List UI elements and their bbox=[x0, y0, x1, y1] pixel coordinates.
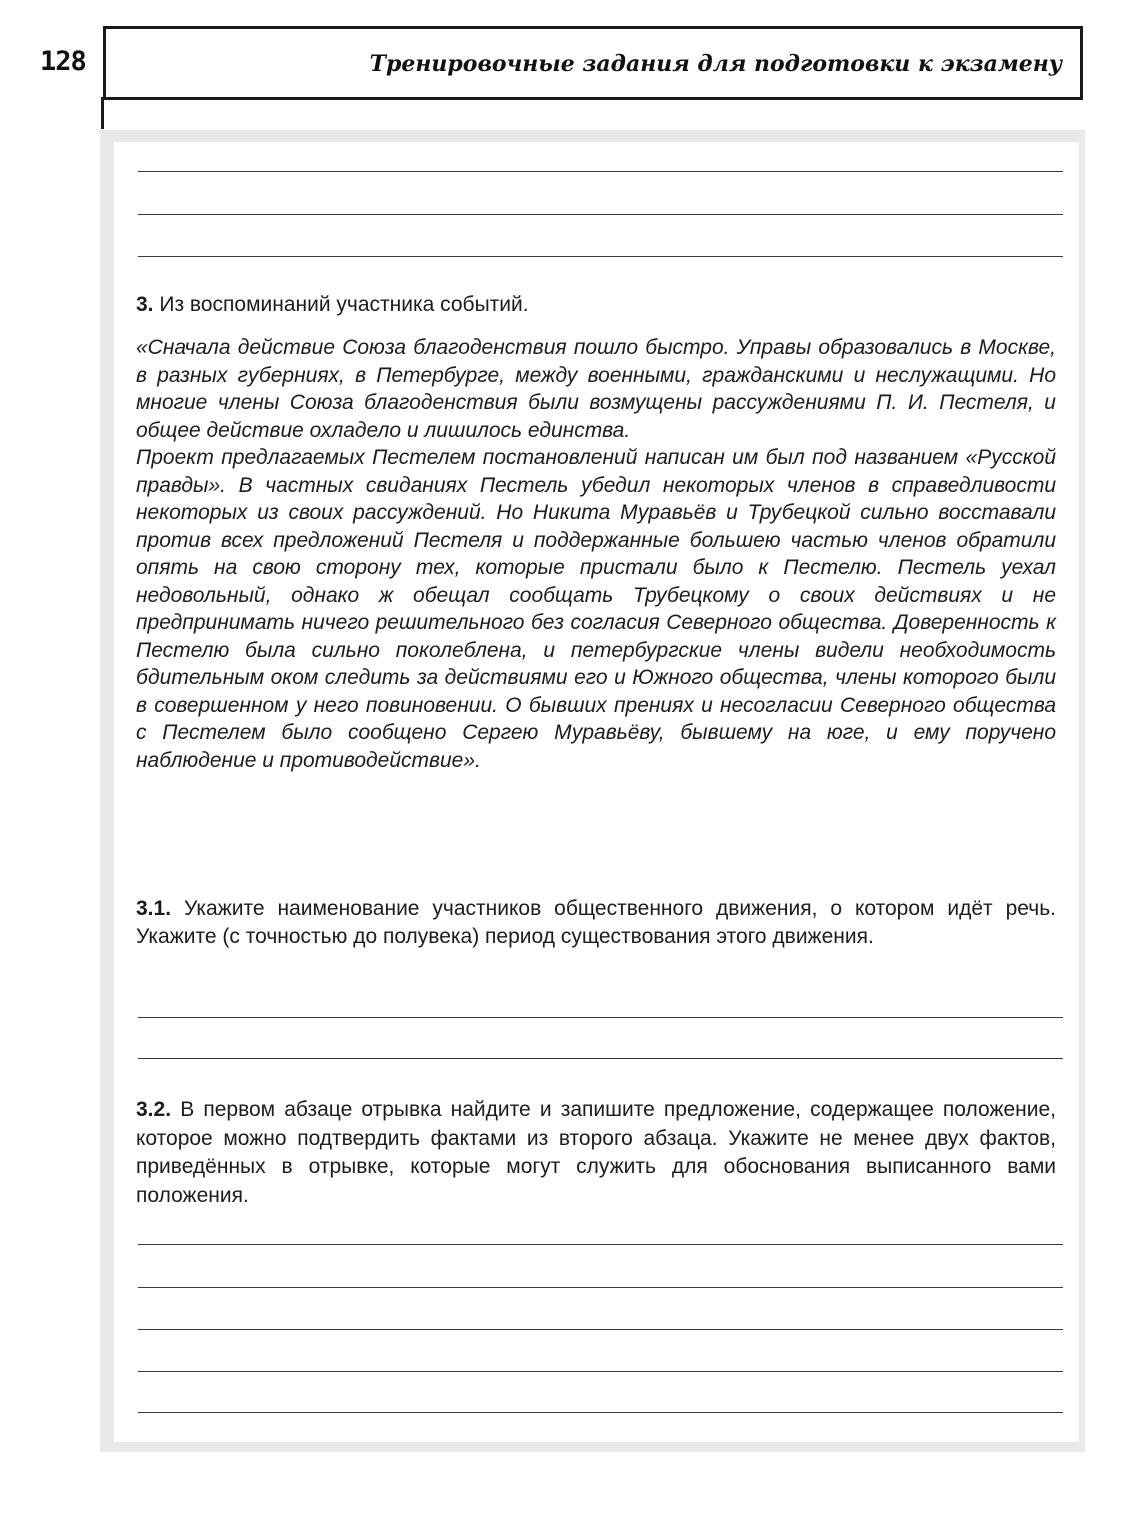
quote-paragraph-2: Проект предлагаемых Пестелем постановлений написан им был под названием «Русской правды». В частных свиданиях Пестель убедил некоторых членов в справедливости некоторых из своих рассуждений. Но Никита Муравьёв и Трубецкой сильно восставали против всех предложений Пестеля и поддержанные большею частью членов обратили опять на свою сторону тех, которые пристали было к Пестелю. Пестель уехал недовольный, однако ж обещал сообщать Трубецкому о своих действиях и не предпринимать ничего решительного без согласия Северного общества. Доверенность к Пестелю была сильно поколеблена, и петербургские члены видели необходимость бдительным оком следить за действиями его и Южного общества, члены которого были в совершенном у него повиновении. О бывших прениях и несогласии Северного общества с Пестелем было сообщено Сергею Муравьёву, бывшему на юге, и ему поручено наблюдение и противодействие». bbox=[136, 446, 1056, 772]
answer-line[interactable] bbox=[138, 1058, 1063, 1059]
answer-line[interactable] bbox=[138, 1412, 1063, 1413]
task-3-heading bbox=[136, 291, 1056, 319]
answer-line[interactable] bbox=[138, 214, 1063, 215]
source-quote bbox=[136, 334, 1056, 774]
answer-line[interactable] bbox=[138, 1371, 1063, 1372]
question-3-2-number: 3.2. bbox=[136, 1098, 172, 1121]
page-number: 128 bbox=[40, 46, 86, 77]
task-3-title: Из воспоминаний участника событий. bbox=[159, 293, 529, 316]
answer-line[interactable] bbox=[138, 171, 1063, 172]
header-divider bbox=[101, 97, 104, 129]
answer-line[interactable] bbox=[138, 256, 1063, 257]
answer-line[interactable] bbox=[138, 1017, 1063, 1018]
page-header bbox=[103, 26, 1083, 100]
answer-line[interactable] bbox=[138, 1329, 1063, 1330]
answer-line[interactable] bbox=[138, 1244, 1063, 1245]
content-panel bbox=[100, 130, 1085, 1452]
header-title: Тренировочные задания для подготовки к экзамену bbox=[369, 51, 1062, 77]
question-3-2 bbox=[136, 1096, 1056, 1210]
question-3-1-text: Укажите наименование участников общественного движения, о котором идёт речь. Укажите (с точностью до полувека) период существования этого движения. bbox=[136, 897, 1056, 948]
answer-line[interactable] bbox=[138, 1287, 1063, 1288]
question-3-2-text: В первом абзаце отрывка найдите и запишите предложение, содержащее положение, которое можно подтвердить фактами из второго абзаца. Укажите не менее двух фактов, приведённых в отрывке, которые могут служить для обоснования выписанного вами положения. bbox=[136, 1098, 1056, 1207]
quote-paragraph-1: «Сначала действие Союза благоденствия пошло быстро. Управы образовались в Москве, в разных губерниях, в Петербурге, между военными, гражданскими и неслужащими. Но многие члены Союза благоденствия были возмущены рассуждениями П. И. Пестеля, и общее действие охладело и лишилось единства. bbox=[136, 336, 1056, 442]
question-3-1-number: 3.1. bbox=[136, 897, 172, 920]
task-3-number: 3. bbox=[136, 293, 154, 316]
question-3-1 bbox=[136, 895, 1056, 951]
